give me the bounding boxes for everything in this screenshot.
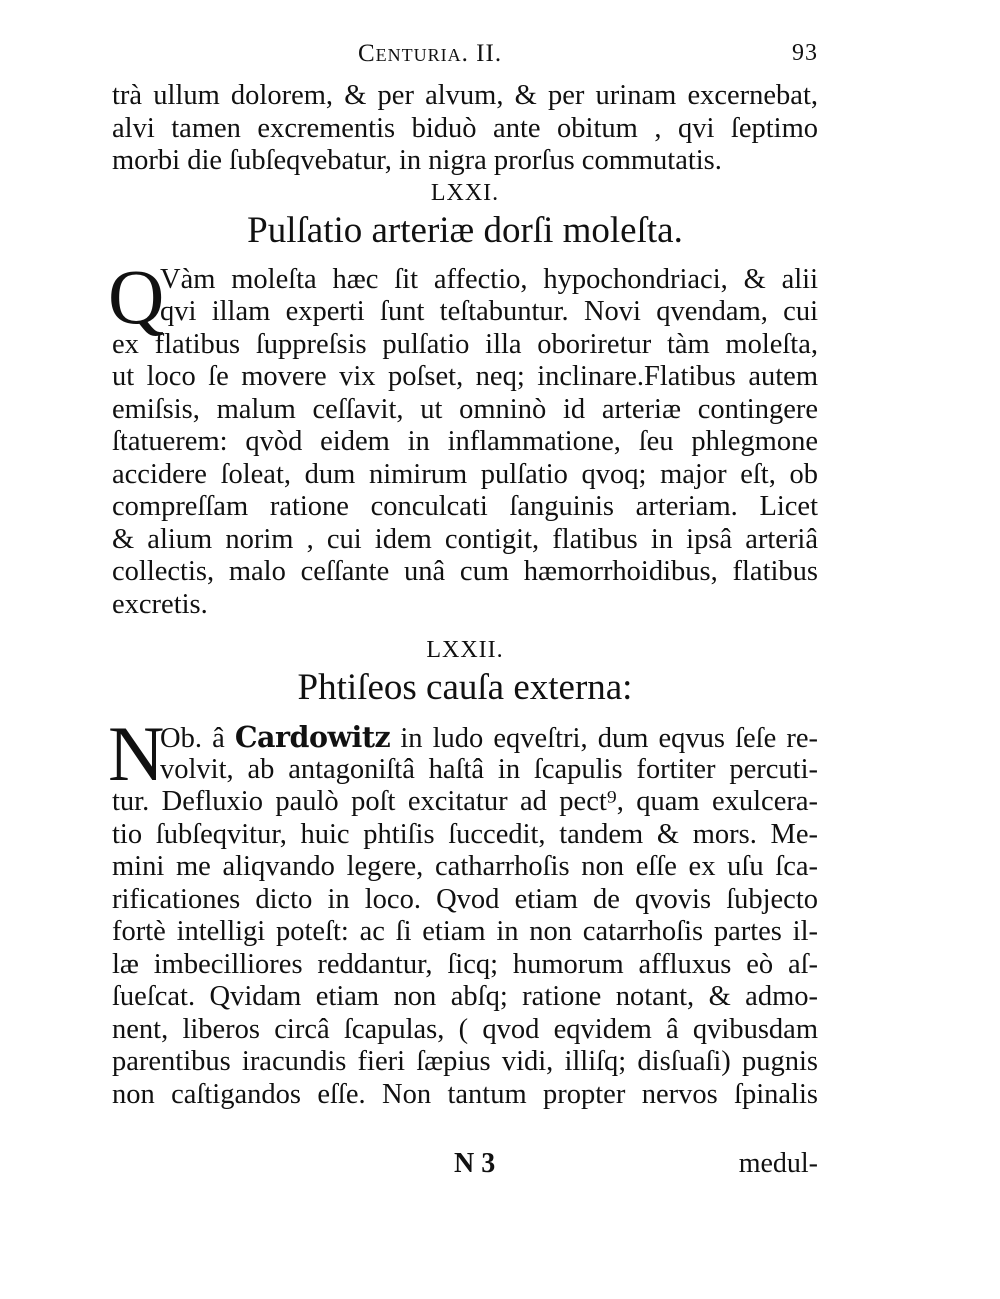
text-line: excretis.: [112, 588, 208, 620]
text-line: qvi illam experti ſunt teſtabuntur. Novi qvendam, cui: [160, 296, 818, 327]
text-fragment: Ob. â: [160, 723, 235, 754]
text-fragment: in ludo eqveſtri, dum eqvus ſeſe re-: [390, 723, 819, 754]
text-line: nent, liberos circâ ſcapulas, ( qvod eqvidem â qvibusdam: [112, 1013, 818, 1045]
section-heading: Pulſatio arteriæ dorſi moleſta.: [247, 209, 683, 251]
text-line: volvit, ab antagoniſtâ haſtâ in ſcapulis fortiter percuti-: [160, 753, 818, 785]
text-line: trà ullum dolorem, & per alvum, & per urinam excernebat,: [112, 80, 818, 111]
text-line: compreſſam ratione conculcati ſanguinis arteriam. Licet: [112, 491, 818, 522]
text-line: parentibus iracundis fieri ſæpius vidi, illiſq; disſuaſi) pugnis: [112, 1046, 818, 1077]
catchword: medul-: [738, 1147, 818, 1179]
section-71: [108, 178, 818, 622]
section-heading: Phtiſeos cauſa externa:: [297, 667, 633, 708]
section-72: [108, 635, 819, 1144]
text-line: tur. Defluxio paulò poſt excitatur ad pect⁹, quam exulcera-: [112, 786, 818, 817]
text-line: accidere ſoleat, dum nimirum pulſatio qvoq; major eſt, ob: [112, 458, 818, 490]
drop-cap: Q: [108, 252, 165, 340]
page-number: 93: [792, 40, 818, 66]
text-line: emiſsis, malum ceſſavit, ut omninò id arteriæ contingere: [112, 393, 818, 425]
text-line: Vàm moleſta hæc ſit affectio, hypochondriaci, & alii: [160, 263, 818, 295]
text-line: alvi tamen excrementis biduò ante obitum , qvi ſeptimo: [112, 112, 818, 144]
section-paragraph: [108, 710, 819, 1144]
continuation-text: [112, 80, 818, 178]
text-line: mini me aliqvando legere, catharrhoſis non eſſe ex uſu ſca-: [112, 851, 818, 882]
text-line: ut loco ſe movere vix poſset, neq; inclinare.Flatibus autem: [112, 361, 818, 392]
running-title: Centuria. II.: [358, 40, 503, 67]
text-line: rificationes dicto in loco. Qvod etiam de qvovis ſubjecto: [112, 883, 818, 915]
text-line: [112, 1111, 818, 1144]
page-footer: [112, 1148, 818, 1182]
text-line: tio ſubſeqvitur, huic phtiſis ſuccedit, tandem & mors. Me-: [112, 818, 818, 850]
drop-cap: N: [108, 710, 165, 797]
text-line: collectis, malo ceſſante unâ cum hæmorrhoidibus, flatibus: [112, 556, 818, 587]
text-line: non caſtigandos eſſe. Non tantum propter nervos ſpinalis: [112, 1078, 818, 1110]
text-line: ſtatuerem: qvòd eidem in inflammatione, ſeu phlegmone: [112, 426, 818, 457]
text-line: [112, 721, 818, 754]
book-page: [108, 40, 819, 1182]
section-paragraph: [108, 252, 818, 622]
section-numeral: LXXII.: [426, 637, 504, 663]
text-line: & alium norim , cui idem contigit, flatibus in ipsâ arteriâ: [112, 523, 818, 555]
text-line: læ imbecilliores reddantur, ſicq; humorum affluxus eò aſ-: [112, 948, 818, 980]
text-line: fortè intelligi poteſt: ac ſi etiam in non catarrhoſis partes il-: [112, 916, 818, 947]
text-line: morbi die ſubſeqvebatur, in nigra prorſus commutatis.: [112, 145, 722, 176]
running-head: [112, 40, 818, 80]
text-line: ſueſcat. Qvidam etiam non abſq; ratione notant, & admo-: [112, 981, 818, 1012]
section-numeral: LXXI.: [430, 179, 500, 206]
signature-mark: N 3: [454, 1147, 496, 1179]
text-line: ex flatibus ſuppreſsis pulſatio illa oboriretur tàm moleſta,: [112, 328, 818, 360]
proper-name: Cardowitz: [234, 720, 391, 754]
